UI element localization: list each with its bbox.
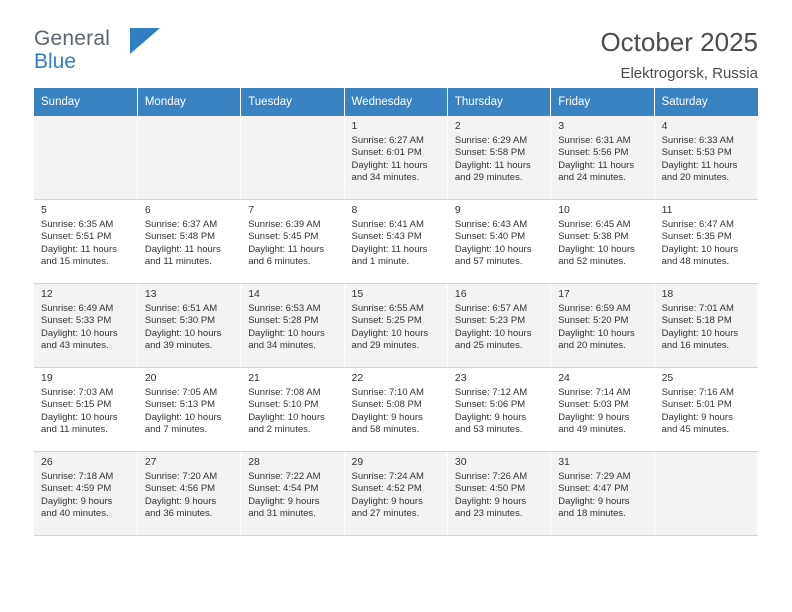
day-sunrise-text: Sunrise: 7:26 AM bbox=[454, 470, 528, 482]
day-sunset-text: Sunset: 5:43 PM bbox=[351, 231, 422, 243]
day-daylight1-text: Daylight: 11 hours bbox=[144, 243, 221, 255]
day-number: 14 bbox=[248, 288, 260, 300]
day-sunrise-text: Sunrise: 6:29 AM bbox=[454, 134, 528, 146]
day-number: 19 bbox=[41, 372, 53, 384]
day-info bbox=[145, 303, 234, 353]
day-daylight2-text: and 20 minutes. bbox=[661, 172, 730, 184]
day-daylight2-text: and 2 minutes. bbox=[248, 424, 311, 436]
day-number: 5 bbox=[41, 204, 47, 216]
weekday-header-saturday: Saturday bbox=[654, 88, 757, 116]
day-daylight1-text: Daylight: 10 hours bbox=[454, 243, 532, 255]
day-info bbox=[41, 303, 131, 353]
day-daylight1-text: Daylight: 9 hours bbox=[661, 411, 733, 423]
calendar-body bbox=[34, 116, 758, 536]
calendar-day-cell bbox=[447, 368, 550, 452]
day-number: 29 bbox=[351, 456, 364, 468]
day-info bbox=[248, 387, 337, 437]
calendar-day-cell bbox=[241, 368, 344, 452]
calendar-day-cell bbox=[137, 200, 240, 284]
day-sunset-text: Sunset: 5:40 PM bbox=[454, 231, 526, 243]
day-daylight1-text: Daylight: 10 hours bbox=[661, 243, 739, 255]
day-sunrise-text: Sunrise: 7:08 AM bbox=[248, 386, 321, 398]
day-number: 7 bbox=[248, 204, 255, 216]
day-info bbox=[662, 303, 751, 353]
location-subtitle: Elektrogorsk, Russia bbox=[620, 65, 758, 82]
day-daylight1-text: Daylight: 10 hours bbox=[351, 327, 429, 339]
day-number: 18 bbox=[661, 288, 674, 300]
day-daylight2-text: and 43 minutes. bbox=[41, 340, 109, 352]
day-sunrise-text: Sunrise: 7:22 AM bbox=[248, 470, 321, 482]
day-daylight2-text: and 34 minutes. bbox=[351, 172, 420, 184]
day-sunset-text: Sunset: 4:54 PM bbox=[248, 483, 319, 495]
day-sunset-text: Sunset: 5:33 PM bbox=[41, 315, 112, 327]
day-number: 25 bbox=[661, 372, 674, 384]
weekday-header-wednesday: Wednesday bbox=[344, 88, 447, 116]
day-daylight1-text: Daylight: 9 hours bbox=[41, 495, 113, 507]
calendar-day-cell bbox=[344, 284, 447, 368]
day-info bbox=[352, 303, 441, 353]
day-sunset-text: Sunset: 5:38 PM bbox=[558, 231, 629, 243]
day-daylight2-text: and 11 minutes. bbox=[144, 256, 212, 268]
calendar-day-cell bbox=[137, 284, 240, 368]
day-info bbox=[455, 387, 544, 437]
day-daylight2-text: and 58 minutes. bbox=[351, 424, 420, 436]
calendar-day-cell-empty bbox=[34, 116, 137, 200]
day-sunrise-text: Sunrise: 7:05 AM bbox=[144, 386, 218, 398]
day-daylight1-text: Daylight: 10 hours bbox=[41, 411, 118, 423]
day-sunset-text: Sunset: 4:52 PM bbox=[351, 483, 422, 495]
day-sunset-text: Sunset: 5:45 PM bbox=[248, 231, 319, 243]
day-number: 2 bbox=[454, 120, 461, 132]
day-number: 28 bbox=[248, 456, 260, 468]
calendar-day-cell bbox=[34, 284, 137, 368]
calendar-day-cell bbox=[551, 452, 654, 536]
day-info bbox=[352, 135, 441, 185]
day-sunrise-text: Sunrise: 7:20 AM bbox=[144, 470, 218, 482]
day-sunset-text: Sunset: 5:18 PM bbox=[661, 315, 732, 327]
day-daylight2-text: and 23 minutes. bbox=[454, 508, 523, 520]
day-number: 30 bbox=[454, 456, 467, 468]
day-number: 20 bbox=[144, 372, 157, 384]
day-daylight1-text: Daylight: 10 hours bbox=[661, 327, 739, 339]
day-sunset-text: Sunset: 4:59 PM bbox=[41, 483, 112, 495]
calendar-week-row bbox=[34, 368, 758, 452]
day-info bbox=[352, 471, 441, 521]
day-number: 21 bbox=[248, 372, 260, 384]
day-sunset-text: Sunset: 5:23 PM bbox=[454, 315, 526, 327]
calendar-day-cell bbox=[34, 200, 137, 284]
day-daylight1-text: Daylight: 9 hours bbox=[248, 495, 320, 507]
day-daylight2-text: and 52 minutes. bbox=[558, 256, 626, 268]
calendar-day-cell bbox=[551, 284, 654, 368]
day-sunset-text: Sunset: 5:35 PM bbox=[661, 231, 732, 243]
calendar-day-cell bbox=[34, 368, 137, 452]
day-number: 11 bbox=[661, 204, 673, 216]
day-daylight1-text: Daylight: 11 hours bbox=[41, 243, 117, 255]
day-daylight2-text: and 39 minutes. bbox=[144, 340, 213, 352]
day-daylight1-text: Daylight: 11 hours bbox=[248, 243, 325, 255]
day-daylight1-text: Daylight: 9 hours bbox=[351, 411, 423, 423]
day-daylight1-text: Daylight: 10 hours bbox=[41, 327, 118, 339]
weekday-header-thursday: Thursday bbox=[447, 88, 550, 116]
logo bbox=[34, 28, 214, 80]
day-daylight2-text: and 40 minutes. bbox=[41, 508, 109, 520]
day-sunset-text: Sunset: 5:56 PM bbox=[558, 147, 629, 159]
day-number: 17 bbox=[558, 288, 570, 300]
day-sunset-text: Sunset: 5:03 PM bbox=[558, 399, 629, 411]
day-daylight1-text: Daylight: 9 hours bbox=[351, 495, 423, 507]
day-daylight2-text: and 1 minute. bbox=[351, 256, 410, 268]
calendar-day-cell bbox=[137, 368, 240, 452]
page-header bbox=[34, 0, 758, 82]
day-number: 16 bbox=[454, 288, 467, 300]
day-daylight1-text: Daylight: 11 hours bbox=[351, 243, 428, 255]
calendar-day-cell bbox=[344, 116, 447, 200]
day-sunset-text: Sunset: 5:58 PM bbox=[454, 147, 526, 159]
day-sunset-text: Sunset: 5:15 PM bbox=[41, 399, 112, 411]
day-sunrise-text: Sunrise: 6:45 AM bbox=[558, 218, 631, 230]
day-sunrise-text: Sunrise: 6:33 AM bbox=[661, 134, 734, 146]
day-info bbox=[558, 303, 647, 353]
day-info bbox=[662, 387, 751, 437]
day-number: 12 bbox=[41, 288, 53, 300]
weekday-header-friday: Friday bbox=[551, 88, 654, 116]
day-sunset-text: Sunset: 5:08 PM bbox=[351, 399, 422, 411]
day-daylight1-text: Daylight: 11 hours bbox=[454, 159, 531, 171]
day-daylight1-text: Daylight: 11 hours bbox=[351, 159, 428, 171]
day-sunrise-text: Sunrise: 6:49 AM bbox=[41, 302, 114, 314]
day-number: 24 bbox=[558, 372, 570, 384]
day-info bbox=[248, 219, 337, 269]
day-sunrise-text: Sunrise: 6:59 AM bbox=[558, 302, 631, 314]
calendar-day-cell bbox=[654, 368, 757, 452]
day-daylight2-text: and 20 minutes. bbox=[558, 340, 626, 352]
day-daylight2-text: and 31 minutes. bbox=[248, 508, 316, 520]
day-daylight2-text: and 6 minutes. bbox=[248, 256, 311, 268]
day-number: 6 bbox=[144, 204, 151, 216]
weekday-header-monday: Monday bbox=[137, 88, 240, 116]
day-info bbox=[41, 219, 131, 269]
calendar-week-row bbox=[34, 452, 758, 536]
logo-text-general: General bbox=[34, 27, 111, 50]
day-number: 13 bbox=[144, 288, 157, 300]
page-title: October 2025 bbox=[600, 27, 758, 57]
day-info bbox=[41, 387, 131, 437]
day-daylight1-text: Daylight: 10 hours bbox=[558, 243, 635, 255]
sunrise-sunset-calendar bbox=[34, 88, 758, 536]
day-sunset-text: Sunset: 5:51 PM bbox=[41, 231, 112, 243]
weekday-header-tuesday: Tuesday bbox=[241, 88, 344, 116]
day-info bbox=[662, 135, 751, 185]
day-info bbox=[352, 387, 441, 437]
title-block bbox=[600, 26, 758, 86]
calendar-week-row bbox=[34, 116, 758, 200]
day-info bbox=[455, 219, 544, 269]
calendar-day-cell bbox=[447, 452, 550, 536]
calendar-day-cell bbox=[551, 116, 654, 200]
day-number: 22 bbox=[351, 372, 364, 384]
day-number: 10 bbox=[558, 204, 570, 216]
day-daylight1-text: Daylight: 10 hours bbox=[144, 411, 222, 423]
day-info bbox=[558, 471, 647, 521]
day-number: 26 bbox=[41, 456, 53, 468]
calendar-header-row bbox=[34, 88, 758, 116]
calendar-day-cell bbox=[551, 368, 654, 452]
day-sunrise-text: Sunrise: 6:57 AM bbox=[454, 302, 528, 314]
calendar-day-cell bbox=[654, 116, 757, 200]
day-sunrise-text: Sunrise: 6:51 AM bbox=[144, 302, 218, 314]
day-sunrise-text: Sunrise: 6:47 AM bbox=[661, 218, 734, 230]
day-sunrise-text: Sunrise: 6:41 AM bbox=[351, 218, 424, 230]
day-sunrise-text: Sunrise: 7:14 AM bbox=[558, 386, 631, 398]
day-sunrise-text: Sunrise: 6:27 AM bbox=[351, 134, 424, 146]
calendar-day-cell bbox=[241, 200, 344, 284]
calendar-day-cell-empty bbox=[241, 116, 344, 200]
day-daylight2-text: and 34 minutes. bbox=[248, 340, 316, 352]
day-sunset-text: Sunset: 5:53 PM bbox=[661, 147, 732, 159]
day-sunset-text: Sunset: 4:47 PM bbox=[558, 483, 629, 495]
calendar-day-cell bbox=[654, 200, 757, 284]
day-sunrise-text: Sunrise: 7:12 AM bbox=[454, 386, 528, 398]
day-daylight1-text: Daylight: 9 hours bbox=[558, 411, 630, 423]
calendar-day-cell bbox=[344, 200, 447, 284]
day-sunrise-text: Sunrise: 7:10 AM bbox=[351, 386, 424, 398]
day-daylight1-text: Daylight: 10 hours bbox=[454, 327, 532, 339]
day-daylight2-text: and 15 minutes. bbox=[41, 256, 109, 268]
day-info bbox=[352, 219, 441, 269]
day-daylight1-text: Daylight: 9 hours bbox=[558, 495, 630, 507]
day-sunrise-text: Sunrise: 6:43 AM bbox=[454, 218, 528, 230]
day-sunset-text: Sunset: 4:50 PM bbox=[454, 483, 526, 495]
day-info bbox=[145, 387, 234, 437]
day-daylight2-text: and 24 minutes. bbox=[558, 172, 626, 184]
day-sunset-text: Sunset: 5:10 PM bbox=[248, 399, 319, 411]
day-daylight2-text: and 45 minutes. bbox=[661, 424, 730, 436]
day-sunrise-text: Sunrise: 7:29 AM bbox=[558, 470, 631, 482]
day-sunset-text: Sunset: 6:01 PM bbox=[351, 147, 422, 159]
day-daylight2-text: and 25 minutes. bbox=[454, 340, 523, 352]
day-info bbox=[558, 219, 647, 269]
day-number: 4 bbox=[661, 120, 668, 132]
day-number: 3 bbox=[558, 120, 565, 132]
day-sunset-text: Sunset: 5:28 PM bbox=[248, 315, 319, 327]
day-daylight2-text: and 27 minutes. bbox=[351, 508, 420, 520]
day-number: 9 bbox=[454, 204, 461, 216]
day-number: 1 bbox=[351, 120, 358, 132]
day-daylight1-text: Daylight: 9 hours bbox=[454, 495, 527, 507]
day-daylight2-text: and 11 minutes. bbox=[41, 424, 108, 436]
calendar-day-cell bbox=[654, 284, 757, 368]
day-sunrise-text: Sunrise: 6:39 AM bbox=[248, 218, 321, 230]
day-info bbox=[558, 135, 647, 185]
day-info bbox=[248, 471, 337, 521]
day-info bbox=[558, 387, 647, 437]
calendar-day-cell bbox=[551, 200, 654, 284]
day-sunset-text: Sunset: 4:56 PM bbox=[144, 483, 216, 495]
day-sunrise-text: Sunrise: 6:55 AM bbox=[351, 302, 424, 314]
day-sunrise-text: Sunrise: 6:35 AM bbox=[41, 218, 114, 230]
day-daylight1-text: Daylight: 10 hours bbox=[558, 327, 635, 339]
day-daylight2-text: and 29 minutes. bbox=[454, 172, 523, 184]
day-sunrise-text: Sunrise: 7:18 AM bbox=[41, 470, 114, 482]
day-info bbox=[145, 219, 234, 269]
day-sunrise-text: Sunrise: 6:37 AM bbox=[144, 218, 218, 230]
day-info bbox=[41, 471, 131, 521]
calendar-day-cell bbox=[34, 452, 137, 536]
calendar-day-cell bbox=[447, 200, 550, 284]
day-daylight1-text: Daylight: 11 hours bbox=[661, 159, 738, 171]
day-sunset-text: Sunset: 5:30 PM bbox=[144, 315, 216, 327]
calendar-day-cell bbox=[344, 452, 447, 536]
calendar-day-cell bbox=[447, 116, 550, 200]
day-number: 8 bbox=[351, 204, 358, 216]
day-daylight1-text: Daylight: 11 hours bbox=[558, 159, 635, 171]
day-sunset-text: Sunset: 5:01 PM bbox=[661, 399, 732, 411]
day-info bbox=[455, 303, 544, 353]
day-sunset-text: Sunset: 5:20 PM bbox=[558, 315, 629, 327]
day-sunrise-text: Sunrise: 6:31 AM bbox=[558, 134, 631, 146]
day-daylight2-text: and 16 minutes. bbox=[661, 340, 730, 352]
calendar-week-row bbox=[34, 284, 758, 368]
calendar-day-cell-empty bbox=[137, 116, 240, 200]
day-sunrise-text: Sunrise: 7:01 AM bbox=[661, 302, 734, 314]
day-daylight2-text: and 36 minutes. bbox=[144, 508, 213, 520]
day-daylight1-text: Daylight: 10 hours bbox=[144, 327, 222, 339]
day-sunset-text: Sunset: 5:48 PM bbox=[144, 231, 216, 243]
day-info bbox=[145, 471, 234, 521]
day-daylight1-text: Daylight: 10 hours bbox=[248, 411, 325, 423]
calendar-day-cell bbox=[241, 284, 344, 368]
day-sunrise-text: Sunrise: 7:24 AM bbox=[351, 470, 424, 482]
day-daylight2-text: and 7 minutes. bbox=[144, 424, 208, 436]
day-daylight2-text: and 29 minutes. bbox=[351, 340, 420, 352]
day-sunrise-text: Sunrise: 7:16 AM bbox=[661, 386, 734, 398]
calendar-day-cell-empty bbox=[654, 452, 757, 536]
calendar-day-cell bbox=[447, 284, 550, 368]
day-number: 31 bbox=[558, 456, 570, 468]
day-sunrise-text: Sunrise: 7:03 AM bbox=[41, 386, 114, 398]
day-daylight1-text: Daylight: 10 hours bbox=[248, 327, 325, 339]
day-info bbox=[455, 135, 544, 185]
day-sunset-text: Sunset: 5:06 PM bbox=[454, 399, 526, 411]
day-sunrise-text: Sunrise: 6:53 AM bbox=[248, 302, 321, 314]
day-daylight1-text: Daylight: 9 hours bbox=[144, 495, 217, 507]
day-sunset-text: Sunset: 5:13 PM bbox=[144, 399, 216, 411]
day-info bbox=[662, 219, 751, 269]
day-info bbox=[248, 303, 337, 353]
day-daylight2-text: and 53 minutes. bbox=[454, 424, 523, 436]
day-daylight2-text: and 49 minutes. bbox=[558, 424, 626, 436]
weekday-header-sunday: Sunday bbox=[34, 88, 137, 116]
day-number: 15 bbox=[351, 288, 364, 300]
calendar-day-cell bbox=[344, 368, 447, 452]
day-daylight2-text: and 18 minutes. bbox=[558, 508, 626, 520]
logo-text-blue: Blue bbox=[34, 50, 77, 73]
calendar-week-row bbox=[34, 200, 758, 284]
day-info bbox=[455, 471, 544, 521]
day-daylight2-text: and 57 minutes. bbox=[454, 256, 523, 268]
calendar-day-cell bbox=[137, 452, 240, 536]
calendar-day-cell bbox=[241, 452, 344, 536]
day-daylight2-text: and 48 minutes. bbox=[661, 256, 730, 268]
day-number: 27 bbox=[144, 456, 157, 468]
day-number: 23 bbox=[454, 372, 467, 384]
day-sunset-text: Sunset: 5:25 PM bbox=[351, 315, 422, 327]
logo-flag-icon bbox=[130, 28, 160, 54]
day-daylight1-text: Daylight: 9 hours bbox=[454, 411, 527, 423]
